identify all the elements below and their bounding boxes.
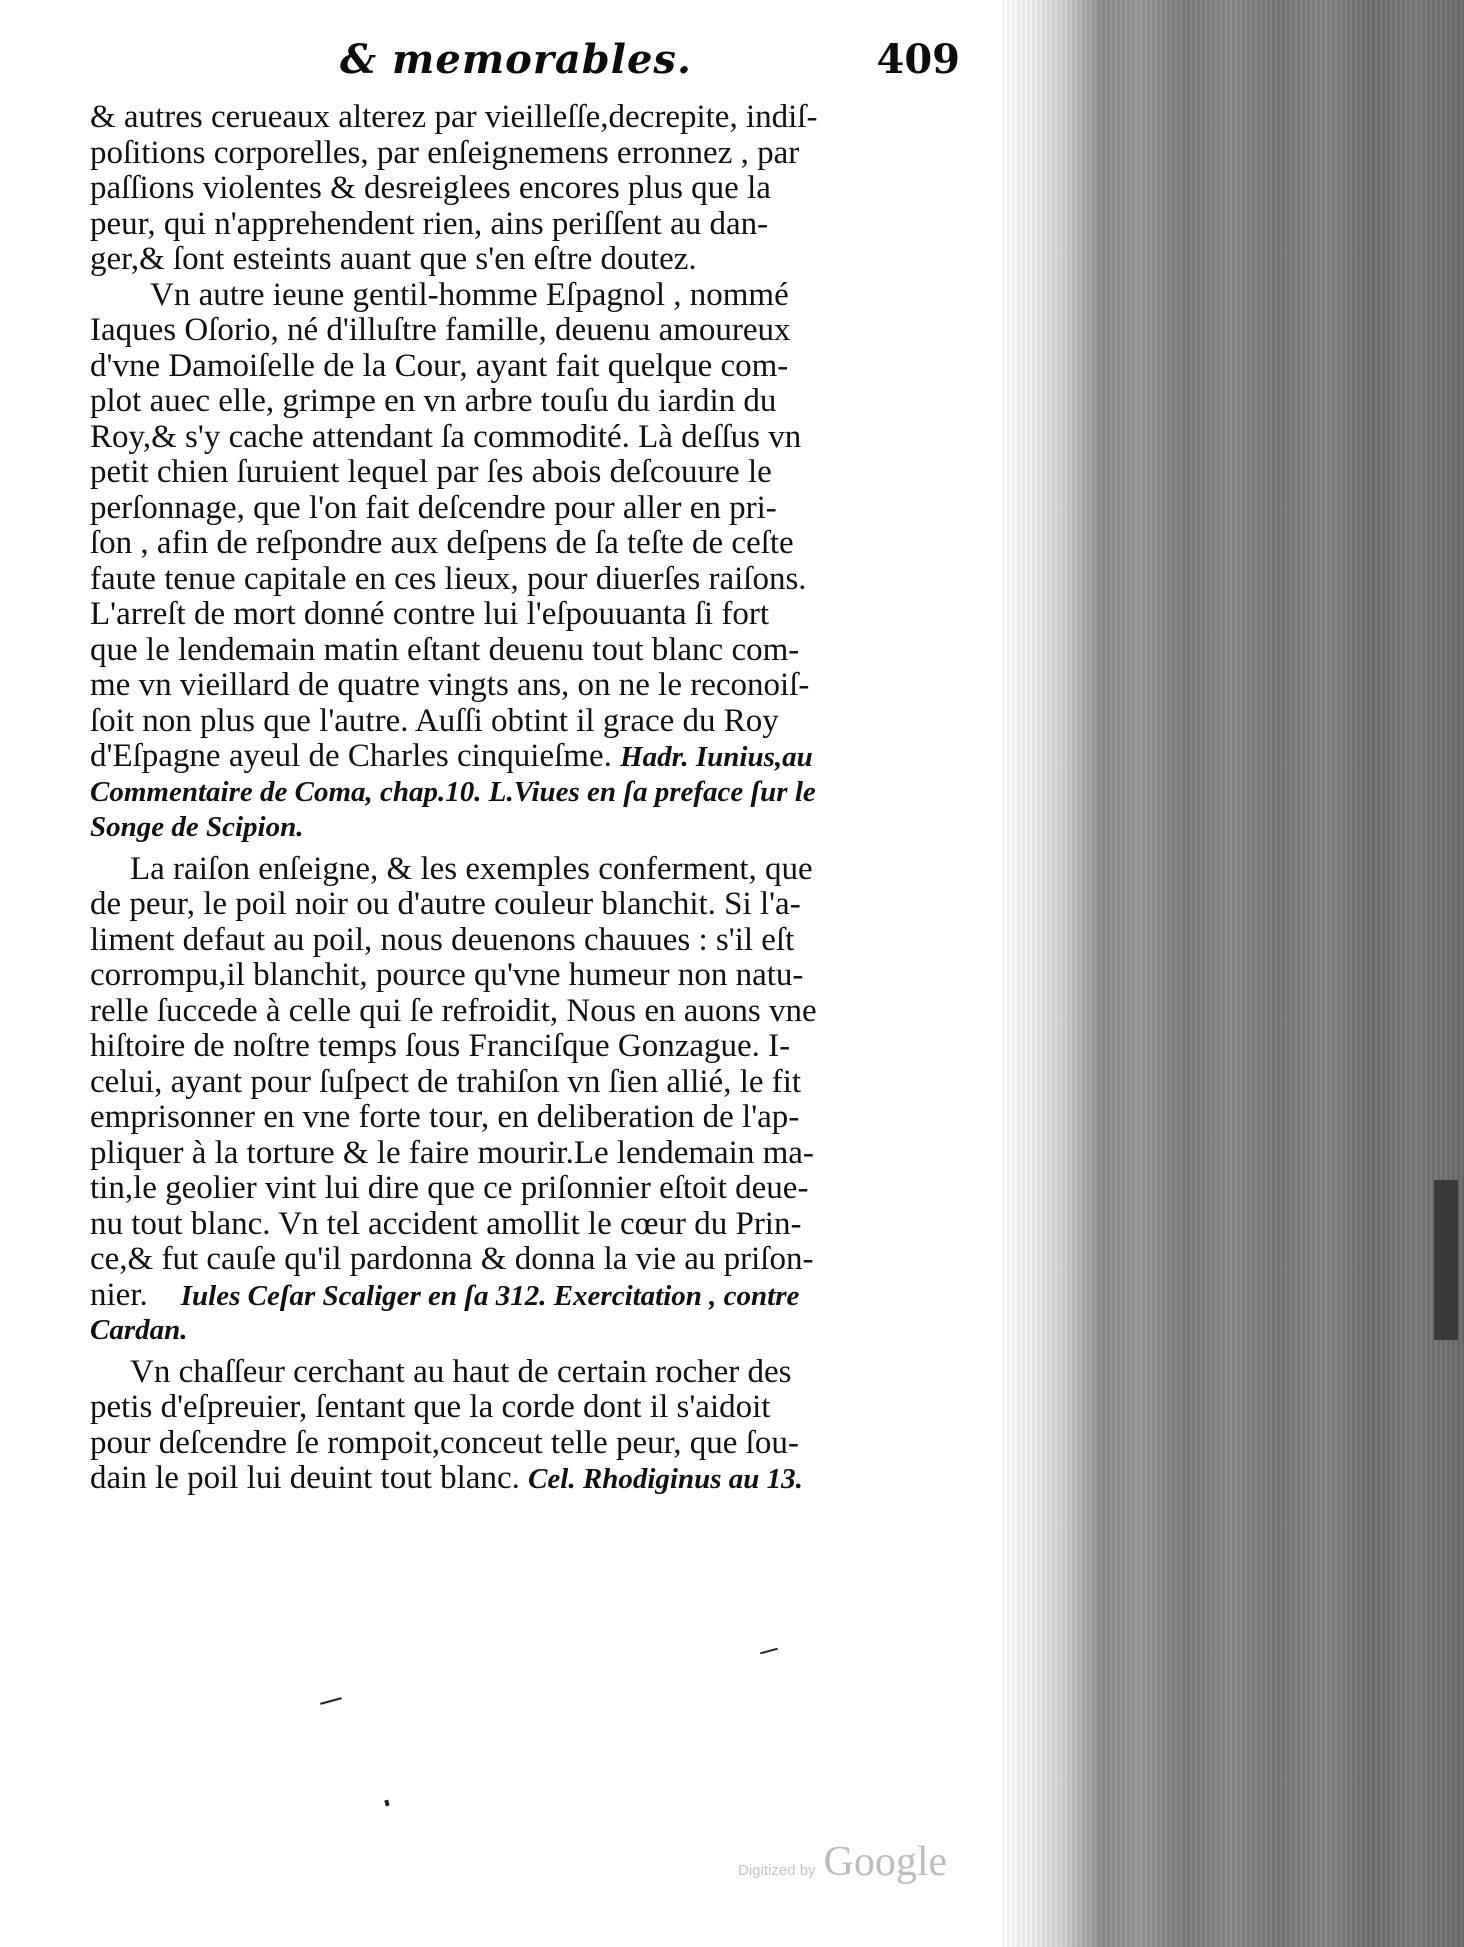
text-line: relle ſuccede à celle qui ſe refroidit, Nous en auons vne [90, 992, 817, 1029]
digitized-watermark [738, 1838, 947, 1886]
page-number: 409 [876, 36, 960, 83]
scan-speck [760, 1648, 778, 1655]
text-line: ſoit non plus que l'autre. Auſſi obtint il grace du Roy [90, 702, 779, 739]
text-line: peur, qui n'apprehendent rien, ains periſſent au dan- [90, 205, 769, 242]
text-fragment: d'Eſpagne ayeul de Charles cinquieſme. [90, 738, 612, 774]
text-line [90, 739, 960, 775]
text-line [90, 1461, 960, 1497]
paragraph-start: Vn autre ieune gentil-homme Eſpagnol , nommé [150, 276, 789, 313]
text-line: faute tenue capitale en ces lieux, pour diuerſes raiſons. [90, 560, 807, 597]
text-line: paſſions violentes & desreiglees encores plus que la [90, 170, 771, 206]
text-line: me vn vieillard de quatre vingts ans, on ne le reconoiſ- [90, 667, 810, 703]
citation-reference: Cardan. [90, 1314, 188, 1346]
text-line: Roy,& s'y cache attendant ſa commodité. Là deſſus vn [90, 418, 802, 455]
text-line: hiſtoire de noſtre temps ſous Franciſque Gonzague. I- [90, 1028, 791, 1064]
text-line: liment defaut au poil, nous deuenons chauues : s'il eſt [90, 921, 795, 958]
running-head: & memorables. [340, 36, 692, 83]
citation-reference: Hadr. Iunius,au [620, 741, 813, 773]
text-line: petit chien ſuruient lequel par ſes abois deſcouure le [90, 454, 772, 490]
text-line: que le lendemain matin eſtant deuenu tout blanc com- [90, 631, 800, 668]
text-line: plot auec elle, grimpe en vn arbre touſu du iardin du [90, 383, 777, 419]
text-line: pliquer à la torture & le faire mourir.Le lendemain ma- [90, 1134, 814, 1171]
text-line: poſitions corporelles, par enſeignemens erronnez , par [90, 134, 800, 171]
watermark-prefix: Digitized by [738, 1862, 816, 1879]
text-line: corrompu,il blanchit, pource qu'vne humeur non natu- [90, 957, 804, 993]
google-logo: Google [823, 1839, 948, 1885]
text-line: perſonnage, que l'on fait deſcendre pour aller en pri- [90, 489, 777, 526]
text-line [90, 1278, 960, 1314]
paragraph-start: Vn chaſſeur cerchant au haut de certain rocher des [130, 1353, 792, 1390]
text-line: pour deſcendre ſe rompoit,conceut telle peur, que ſou- [90, 1424, 799, 1461]
citation-reference: Cel. Rhodiginus au 13. [528, 1463, 803, 1495]
text-line: ger,& ſont esteints auant que s'en eſtre doutez. [90, 241, 697, 277]
citation-reference: Commentaire de Coma, chap.10. L.Viues en ſa preface ſur le [90, 775, 816, 808]
citation-reference: Songe de Scipion. [90, 811, 304, 843]
page-header [340, 30, 960, 100]
text-line: ſon , afin de reſpondre aux deſpens de ſa teſte de ceſte [90, 525, 794, 561]
scan-artifact [1434, 1180, 1458, 1340]
citation-reference: Iules Ceſar Scaliger en ſa 312. Exercitation , contre [180, 1279, 800, 1312]
text-line: L'arreſt de mort donné contre lui l'eſpouuanta ſi fort [90, 596, 769, 632]
page-edge-scan [1000, 0, 1464, 1947]
text-line: petis d'eſpreuier, ſentant que la corde dont il s'aidoit [90, 1389, 771, 1425]
text-line: celui, ayant pour ſuſpect de trahiſon vn ſien allié, le fit [90, 1063, 802, 1100]
text-line: nu tout blanc. Vn tel accident amollit le cœur du Prin- [90, 1205, 802, 1242]
text-line: tin,le geolier vint lui dire que ce priſonnier eſtoit deue- [90, 1170, 809, 1206]
text-line: Iaques Oſorio, né d'illuſtre famille, deuenu amoureux [90, 312, 791, 348]
scan-speck [384, 1800, 389, 1807]
text-fragment: dain le poil lui deuint tout blanc. [90, 1460, 520, 1496]
body-text [90, 100, 960, 1497]
paragraph-start: La raiſon enſeigne, & les exemples conferment, que [130, 850, 813, 887]
text-line: & autres cerueaux alterez par vieilleſſe,decrepite, indiſ- [90, 99, 818, 135]
text-line: emprisonner en vne forte tour, en deliberation de l'ap- [90, 1099, 800, 1135]
scan-speck [320, 1697, 342, 1705]
text-line: d'vne Damoiſelle de la Cour, ayant fait quelque com- [90, 347, 789, 384]
text-line: de peur, le poil noir ou d'autre couleur blanchit. Si l'a- [90, 886, 801, 922]
text-fragment: nier. [90, 1276, 148, 1313]
text-line: ce,& fut cauſe qu'il pardonna & donna la vie au priſon- [90, 1241, 814, 1277]
